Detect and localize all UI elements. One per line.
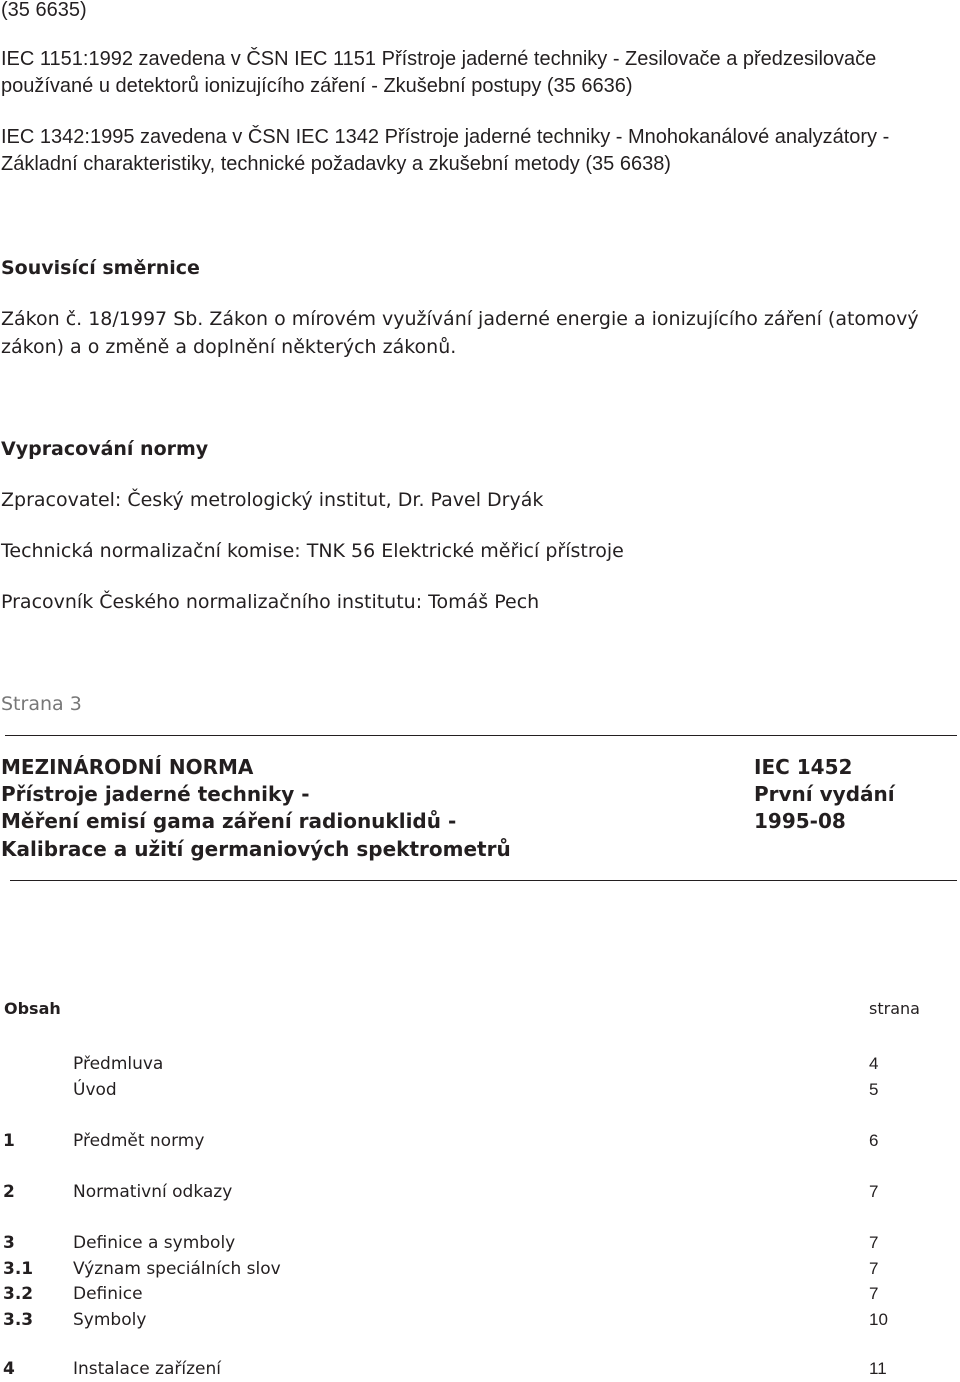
toc-entry-title: Předmluva bbox=[73, 1054, 164, 1074]
toc-entry-page: 7 bbox=[869, 1284, 879, 1303]
toc-entry-title: Normativní odkazy bbox=[73, 1182, 233, 1202]
toc-entry-page: 7 bbox=[869, 1233, 879, 1252]
toc-entry-title: Symboly bbox=[73, 1310, 147, 1330]
toc-entry-title: Předmět normy bbox=[73, 1131, 205, 1151]
preparation-committee: Technická normalizační komise: TNK 56 Elektrické měřicí přístroje bbox=[1, 540, 624, 562]
page-marker: Strana 3 bbox=[1, 693, 82, 715]
header-top-rule bbox=[5, 735, 957, 736]
toc-entry-page: 5 bbox=[869, 1080, 879, 1099]
toc-entry-title: Definice a symboly bbox=[73, 1233, 236, 1253]
toc-entry-page: 11 bbox=[869, 1359, 887, 1378]
toc-entry-number: 3 bbox=[3, 1233, 15, 1253]
toc-entry-number: 2 bbox=[3, 1182, 15, 1202]
directive-line-1: Zákon č. 18/1997 Sb. Zákon o mírovém využívání jaderné energie a ionizujícího záření (atomový bbox=[1, 308, 919, 330]
toc-entry-number: 3.2 bbox=[3, 1284, 34, 1304]
preparation-processor: Zpracovatel: Český metrologický institut, Dr. Pavel Dryák bbox=[1, 489, 544, 511]
standard-number: IEC 1452 bbox=[754, 755, 853, 779]
top-fragment: (35 6635) bbox=[1, 0, 87, 21]
toc-entry[interactable] bbox=[0, 1256, 960, 1282]
toc-entry-page: 7 bbox=[869, 1259, 879, 1278]
toc-entry-page: 6 bbox=[869, 1131, 879, 1150]
related-standard-2-line-2: Základní charakteristiky, technické požadavky a zkušební metody (35 6638) bbox=[1, 153, 671, 175]
toc-entry[interactable] bbox=[0, 1281, 960, 1307]
toc-entry-page: 7 bbox=[869, 1182, 879, 1201]
standard-edition: První vydání bbox=[754, 782, 895, 806]
standard-title-line-3: Kalibrace a užití germaniových spektrometrů bbox=[1, 837, 511, 861]
toc-entry-number: 1 bbox=[3, 1131, 15, 1151]
toc-entry-page: 10 bbox=[869, 1310, 888, 1329]
toc-entry[interactable] bbox=[0, 1077, 960, 1103]
header-bottom-rule bbox=[10, 880, 957, 881]
standard-date: 1995-08 bbox=[754, 809, 846, 833]
toc-entry-title: Definice bbox=[73, 1284, 143, 1304]
toc-entry[interactable] bbox=[0, 1128, 960, 1154]
toc-entry-title: Instalace zařízení bbox=[73, 1359, 222, 1379]
related-standard-1-line-1: IEC 1151:1992 zavedena v ČSN IEC 1151 Přístroje jaderné techniky - Zesilovače a předzesilovače bbox=[1, 48, 877, 70]
toc-heading: Obsah bbox=[4, 999, 61, 1018]
directives-heading: Souvisící směrnice bbox=[1, 257, 200, 279]
toc-entry[interactable] bbox=[0, 1230, 960, 1256]
toc-entry[interactable] bbox=[0, 1179, 960, 1205]
toc-entry[interactable] bbox=[0, 1356, 960, 1382]
standard-type: MEZINÁRODNÍ NORMA bbox=[1, 755, 254, 779]
standard-title-line-1: Přístroje jaderné techniky - bbox=[1, 782, 310, 806]
standard-title-line-2: Měření emisí gama záření radionuklidů - bbox=[1, 809, 457, 833]
toc-entry[interactable] bbox=[0, 1307, 960, 1333]
toc-entry-number: 3.3 bbox=[3, 1310, 34, 1330]
related-standard-1-line-2: používané u detektorů ionizujícího záření - Zkušební postupy (35 6636) bbox=[1, 75, 633, 97]
toc-entry-title: Význam speciálních slov bbox=[73, 1259, 281, 1279]
preparation-heading: Vypracování normy bbox=[1, 438, 209, 460]
toc-entry-number: 3.1 bbox=[3, 1259, 34, 1279]
toc-entry[interactable] bbox=[0, 1051, 960, 1077]
toc-entry-page: 4 bbox=[869, 1054, 879, 1073]
toc-page-label: strana bbox=[869, 999, 920, 1018]
toc-entry-number: 4 bbox=[3, 1359, 15, 1379]
related-standard-2-line-1: IEC 1342:1995 zavedena v ČSN IEC 1342 Přístroje jaderné techniky - Mnohokanálové analyzátory - bbox=[1, 126, 890, 148]
directive-line-2: zákon) a o změně a doplnění některých zákonů. bbox=[1, 336, 457, 358]
toc-header-row bbox=[0, 996, 960, 1022]
toc-entry-title: Úvod bbox=[73, 1080, 117, 1100]
preparation-institute-worker: Pracovník Českého normalizačního institutu: Tomáš Pech bbox=[1, 591, 540, 613]
